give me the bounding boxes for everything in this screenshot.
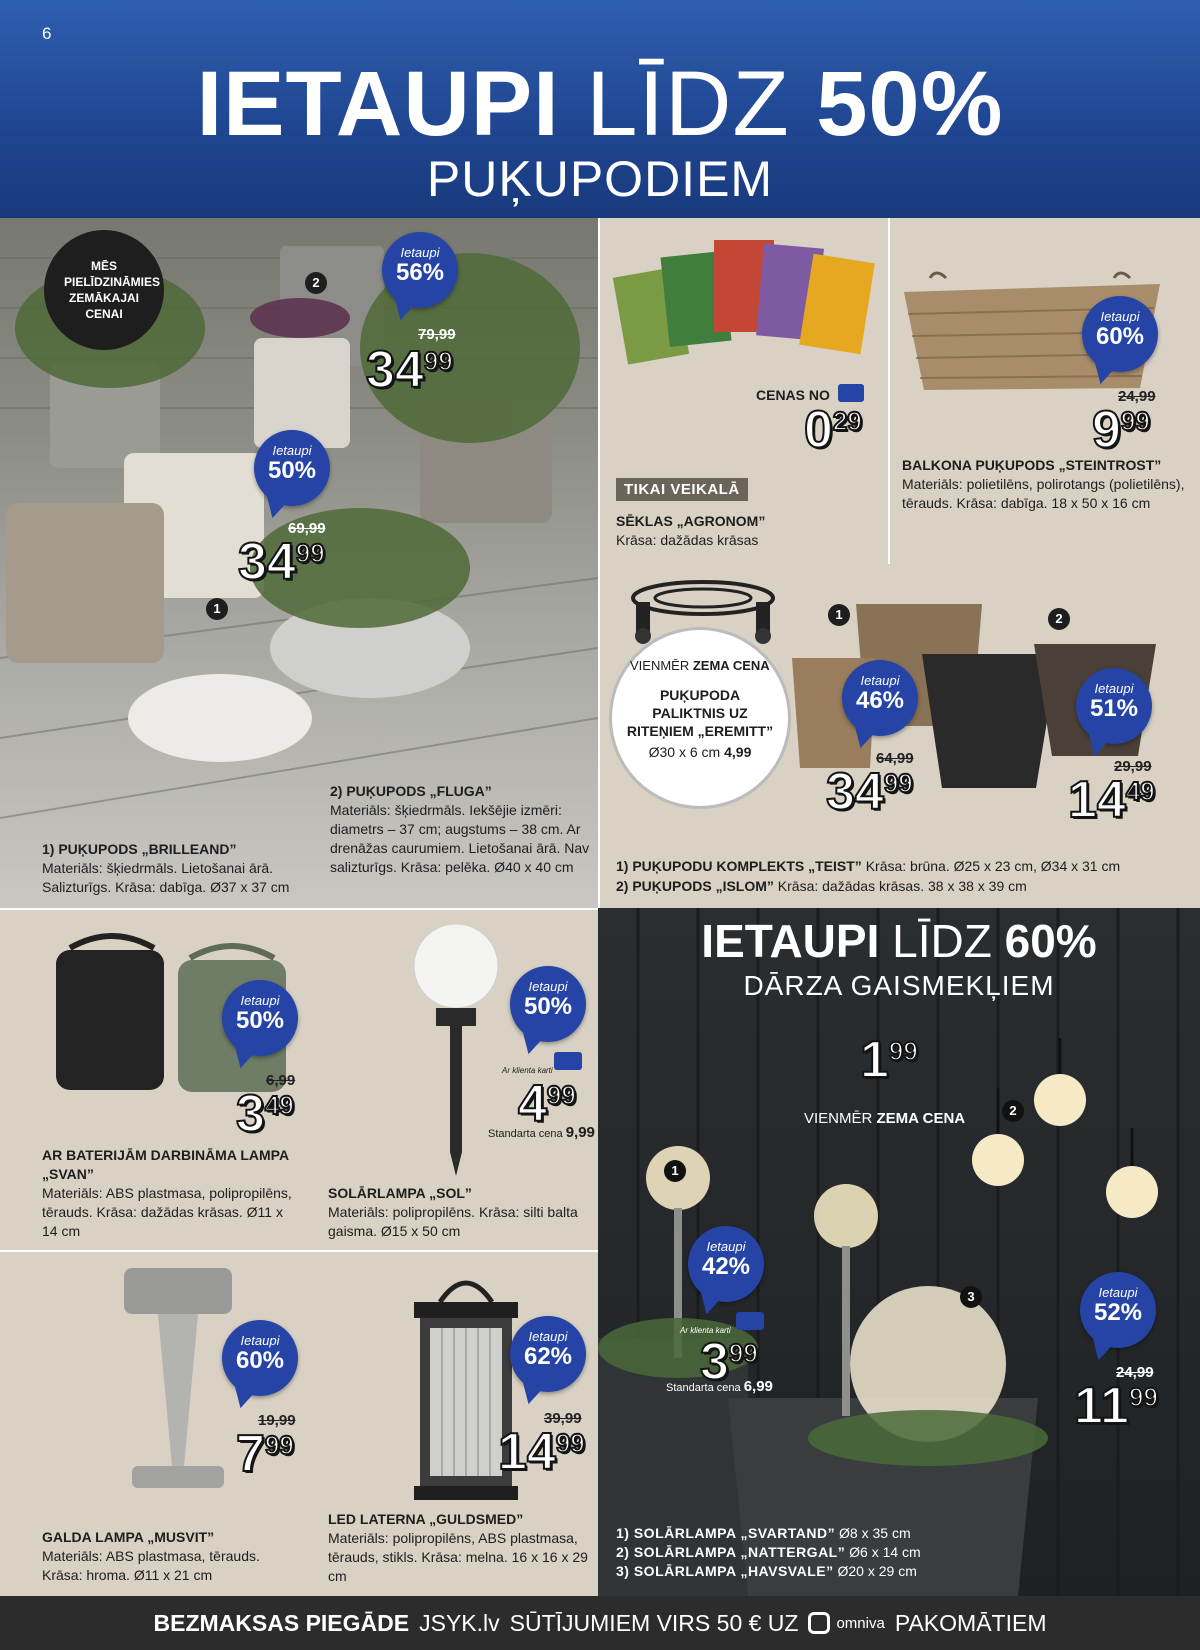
price-dec: 99 <box>555 1428 585 1458</box>
sol-description <box>328 1184 590 1241</box>
headline-pct: 50% <box>816 53 1004 155</box>
omniva-brand: omniva <box>836 1614 885 1632</box>
page-subline: PUĶUPODIEM <box>426 151 774 207</box>
store-only-tag: TIKAI VEIKALĀ <box>616 478 748 501</box>
price-int: 4 <box>518 1075 547 1133</box>
lights-description <box>616 1524 1196 1581</box>
pot2-price <box>366 341 453 399</box>
caddy-size-price <box>622 744 778 760</box>
badge-label: Ietaupi <box>528 979 568 994</box>
teist-price <box>826 763 913 821</box>
price-dec: 99 <box>423 346 453 376</box>
badge-label: Ietaupi <box>860 673 900 688</box>
price-dec: 99 <box>546 1080 576 1110</box>
footer-banner <box>0 1596 1200 1650</box>
badge-label: Ietaupi <box>1098 1285 1138 1300</box>
balcony-price <box>1092 401 1150 459</box>
price-int: 3 <box>700 1333 729 1391</box>
svartand-number: 1 <box>664 1160 686 1182</box>
sol-card-note: Ar klienta karti <box>502 1066 553 1075</box>
badge-pct: 46% <box>855 687 905 714</box>
pot1-description <box>42 840 312 897</box>
price-dec: 99 <box>1128 1382 1158 1412</box>
sol-standard-price <box>488 1124 595 1141</box>
svan-old-price: 6,99 <box>266 1072 296 1089</box>
svan-title: AR BATERIJĀM DARBINĀMA LAMPA „SVAN” <box>42 1147 289 1182</box>
islom-old-price: 29,99 <box>1114 758 1152 775</box>
sol-text: Materiāls: polipropilēns. Krāsa: silti balta gaisma. Ø15 x 50 cm <box>328 1204 578 1239</box>
price-int: 34 <box>238 533 296 591</box>
seeds-price-label: CENAS NO <box>756 387 830 403</box>
price-dec: 99 <box>264 1430 294 1460</box>
pot2-discount-badge <box>382 232 458 308</box>
omniva-icon <box>808 1612 830 1634</box>
seeds-price <box>804 401 862 459</box>
pot2-old-price: 79,99 <box>418 326 456 343</box>
svartand-card-note: Ar klienta karti <box>680 1326 731 1335</box>
club-card-icon <box>554 1052 582 1070</box>
badge-pct: 56% <box>395 259 445 286</box>
badge-label: Ietaupi <box>240 1333 280 1348</box>
badge-label: Ietaupi <box>706 1239 746 1254</box>
std-label: Standarta cena <box>666 1382 741 1394</box>
badge-label: Ietaupi <box>528 1329 568 1344</box>
badge-pct: 50% <box>235 1007 285 1034</box>
havsvale-number: 3 <box>960 1286 982 1308</box>
badge-label: Ietaupi <box>272 443 312 458</box>
svan-text: Materiāls: ABS plastmasa, polipropilēns, tērauds. Krāsa: dažādas krāsas. Ø11 x 14 cm <box>42 1185 292 1239</box>
svartand-line <box>616 1524 1196 1543</box>
always-low-2: ZEMA CENA <box>876 1110 966 1127</box>
badge-pct: 62% <box>523 1343 573 1370</box>
musvit-old-price: 19,99 <box>258 1412 296 1429</box>
std-price: 6,99 <box>743 1378 773 1395</box>
badge-label: Ietaupi <box>1100 309 1140 324</box>
nattergal-line <box>616 1543 1196 1562</box>
guldsmed-text: Materiāls: polipropilēns, ABS plastmasa, tērauds, stikls. Krāsa: melna. 16 x 16 x 29 cm <box>328 1530 588 1584</box>
islom-number: 2 <box>1048 608 1070 630</box>
seeds-text: Krāsa: dažādas krāsas <box>616 532 759 548</box>
price-int: 14 <box>1068 771 1126 829</box>
teist-title: 1) PUĶUPODU KOMPLEKTS „TEIST” <box>616 858 862 874</box>
lights-subline: DĀRZA GAISMEKĻIEM <box>743 970 1055 1001</box>
price-int: 34 <box>366 341 424 399</box>
musvit-discount-badge <box>222 1320 298 1396</box>
balcony-title: BALKONA PUĶUPODS „STEINTROST” <box>902 457 1162 473</box>
we-match-badge <box>44 230 164 350</box>
havsvale-text: Ø20 x 29 cm <box>837 1563 917 1579</box>
pot1-discount-badge <box>254 430 330 506</box>
islom-text: Krāsa: dažādas krāsas. 38 x 38 x 39 cm <box>777 878 1027 894</box>
footer-bold: BEZMAKSAS PIEGĀDE <box>153 1609 410 1636</box>
pot2-text: Materiāls: šķiedrmāls. Iekšējie izmēri: diametrs – 37 cm; augstums – 38 cm. Ar drenāžas caurumiem. Lietošanai ārā. Nav salizturīgs. Krāsa: pelēka. Ø40 x 40 cm <box>330 802 590 875</box>
seeds-description <box>616 512 876 550</box>
caddy-size: Ø30 x 6 cm <box>648 744 721 760</box>
badge-pct: 42% <box>701 1253 751 1280</box>
always-low-1: VIENMĒR <box>804 1110 873 1127</box>
teist-discount-badge <box>842 660 918 736</box>
musvit-price <box>236 1425 294 1483</box>
price-int: 7 <box>236 1425 265 1483</box>
footer-site-link[interactable]: JSYK.lv <box>419 1609 500 1636</box>
price-int: 14 <box>498 1423 556 1481</box>
badge-pct: 60% <box>1095 323 1145 350</box>
sol-discount-badge <box>510 966 586 1042</box>
sol-title: SOLĀRLAMPA „SOL” <box>328 1185 472 1201</box>
price-int: 34 <box>826 763 884 821</box>
musvit-description <box>42 1528 304 1585</box>
nattergal-title: 2) SOLĀRLAMPA „NATTERGAL” <box>616 1544 846 1560</box>
lights-headline-pct: 60% <box>1004 915 1097 967</box>
guldsmed-price <box>498 1423 585 1481</box>
we-match-text: MĒS PIELĪDZINĀMIES ZEMĀKAJAI CENAI <box>64 259 161 321</box>
price-dec: 99 <box>728 1338 758 1368</box>
islom-price <box>1068 771 1155 829</box>
guldsmed-title: LED LATERNA „GULDSMED” <box>328 1511 524 1527</box>
always-low-1: VIENMĒR <box>630 658 690 673</box>
guldsmed-description <box>328 1510 590 1586</box>
page-headline <box>0 53 1200 155</box>
havsvale-line <box>616 1562 1196 1581</box>
islom-title: 2) PUĶUPODS „ISLOM” <box>616 878 774 894</box>
footer-tail: PAKOMĀTIEM <box>894 1609 1047 1636</box>
guldsmed-old-price: 39,99 <box>544 1410 582 1427</box>
nattergal-price <box>860 1031 918 1089</box>
price-dec: 99 <box>1120 406 1150 436</box>
badge-pct: 51% <box>1089 695 1139 722</box>
teist-text: Krāsa: brūna. Ø25 x 23 cm, Ø34 x 31 cm <box>865 858 1121 874</box>
seeds-title: SĒKLAS „AGRONOM” <box>616 513 766 529</box>
pot1-number: 1 <box>206 598 228 620</box>
pot1-old-price: 69,99 <box>288 520 326 537</box>
havsvale-price <box>1074 1377 1158 1435</box>
pot1-title: 1) PUĶUPODS „BRILLEAND” <box>42 841 237 857</box>
club-card-icon <box>736 1312 764 1330</box>
svan-discount-badge <box>222 980 298 1056</box>
price-int: 1 <box>860 1031 889 1089</box>
sol-lamp-image <box>406 922 506 1182</box>
islom-line <box>616 876 1196 896</box>
lights-headline-bold: IETAUPI <box>701 915 880 967</box>
balcony-text: Materiāls: polietilēns, polirotangs (polietilēns), tērauds. Krāsa: dabīga. 18 x 50 x 16 cm <box>902 476 1185 511</box>
pot2-title: 2) PUĶUPODS „FLUGA” <box>330 783 492 799</box>
pot2-number: 2 <box>305 272 327 294</box>
price-dec: 49 <box>1125 776 1155 806</box>
planter-set-description <box>616 856 1196 896</box>
omniva-logo <box>808 1612 884 1634</box>
lights-always-low-logo <box>804 1110 965 1127</box>
svan-description <box>42 1146 302 1241</box>
always-low-2: ZEMA CENA <box>692 658 770 673</box>
svartand-text: Ø8 x 35 cm <box>839 1525 911 1541</box>
sol-price <box>518 1075 576 1133</box>
havsvale-title: 3) SOLĀRLAMPA „HAVSVALE” <box>616 1563 834 1579</box>
lights-headline-light: LĪDZ <box>892 915 992 967</box>
teist-line <box>616 856 1196 876</box>
std-price: 9,99 <box>565 1124 595 1141</box>
caddy-title: PUĶUPODA PALIKTNIS UZ RITEŅIEM „EREMITT” <box>626 687 774 739</box>
std-label: Standarta cena <box>488 1128 563 1140</box>
havsvale-old-price: 24,99 <box>1116 1364 1154 1381</box>
badge-label: Ietaupi <box>1094 681 1134 696</box>
balcony-discount-badge <box>1082 296 1158 372</box>
musvit-lamp-image <box>118 1266 238 1516</box>
badge-label: Ietaupi <box>400 245 440 260</box>
svan-price <box>236 1085 294 1143</box>
balcony-description <box>902 456 1192 513</box>
balcony-old-price: 24,99 <box>1118 388 1156 405</box>
badge-label: Ietaupi <box>240 993 280 1008</box>
price-dec: 49 <box>264 1090 294 1120</box>
nattergal-text: Ø6 x 14 cm <box>849 1544 921 1560</box>
teist-number: 1 <box>828 604 850 626</box>
svartand-title: 1) SOLĀRLAMPA „SVARTAND” <box>616 1525 836 1541</box>
seed-packets-image <box>610 232 880 372</box>
musvit-text: Materiāls: ABS plastmasa, tērauds. Krāsa: hroma. Ø11 x 21 cm <box>42 1548 260 1583</box>
badge-pct: 50% <box>523 993 573 1020</box>
badge-pct: 60% <box>235 1347 285 1374</box>
guldsmed-discount-badge <box>510 1316 586 1392</box>
footer-rest: SŪTĪJUMIEM VIRS 50 € UZ <box>509 1609 799 1636</box>
islom-discount-badge <box>1076 668 1152 744</box>
svartand-standard-price <box>666 1378 773 1395</box>
headline-bold: IETAUPI <box>196 53 560 155</box>
price-dec: 29 <box>832 406 862 436</box>
havsvale-discount-badge <box>1080 1272 1156 1348</box>
badge-pct: 50% <box>267 457 317 484</box>
price-int: 0 <box>804 401 833 459</box>
price-dec: 99 <box>888 1036 918 1066</box>
price-int: 9 <box>1092 401 1121 459</box>
price-dec: 99 <box>883 768 913 798</box>
pot1-price <box>238 533 325 591</box>
nattergal-number: 2 <box>1002 1100 1024 1122</box>
page-number: 6 <box>42 24 52 43</box>
pot1-text: Materiāls: šķiedrmāls. Lietošanai ārā. Salizturīgs. Krāsa: dabīga. Ø37 x 37 cm <box>42 860 290 895</box>
price-int: 3 <box>236 1085 265 1143</box>
headline-light: LĪDZ <box>586 53 790 155</box>
price-int: 11 <box>1074 1377 1129 1435</box>
pot2-description <box>330 782 592 877</box>
teist-old-price: 64,99 <box>876 750 914 767</box>
svartand-discount-badge <box>688 1226 764 1302</box>
caddy-price: 4,99 <box>724 744 752 760</box>
lights-headline <box>598 915 1200 967</box>
club-card-icon <box>838 384 864 402</box>
badge-pct: 52% <box>1093 1299 1143 1326</box>
always-low-price-logo <box>630 658 770 673</box>
musvit-title: GALDA LAMPA „MUSVIT” <box>42 1529 215 1545</box>
price-dec: 99 <box>295 538 325 568</box>
